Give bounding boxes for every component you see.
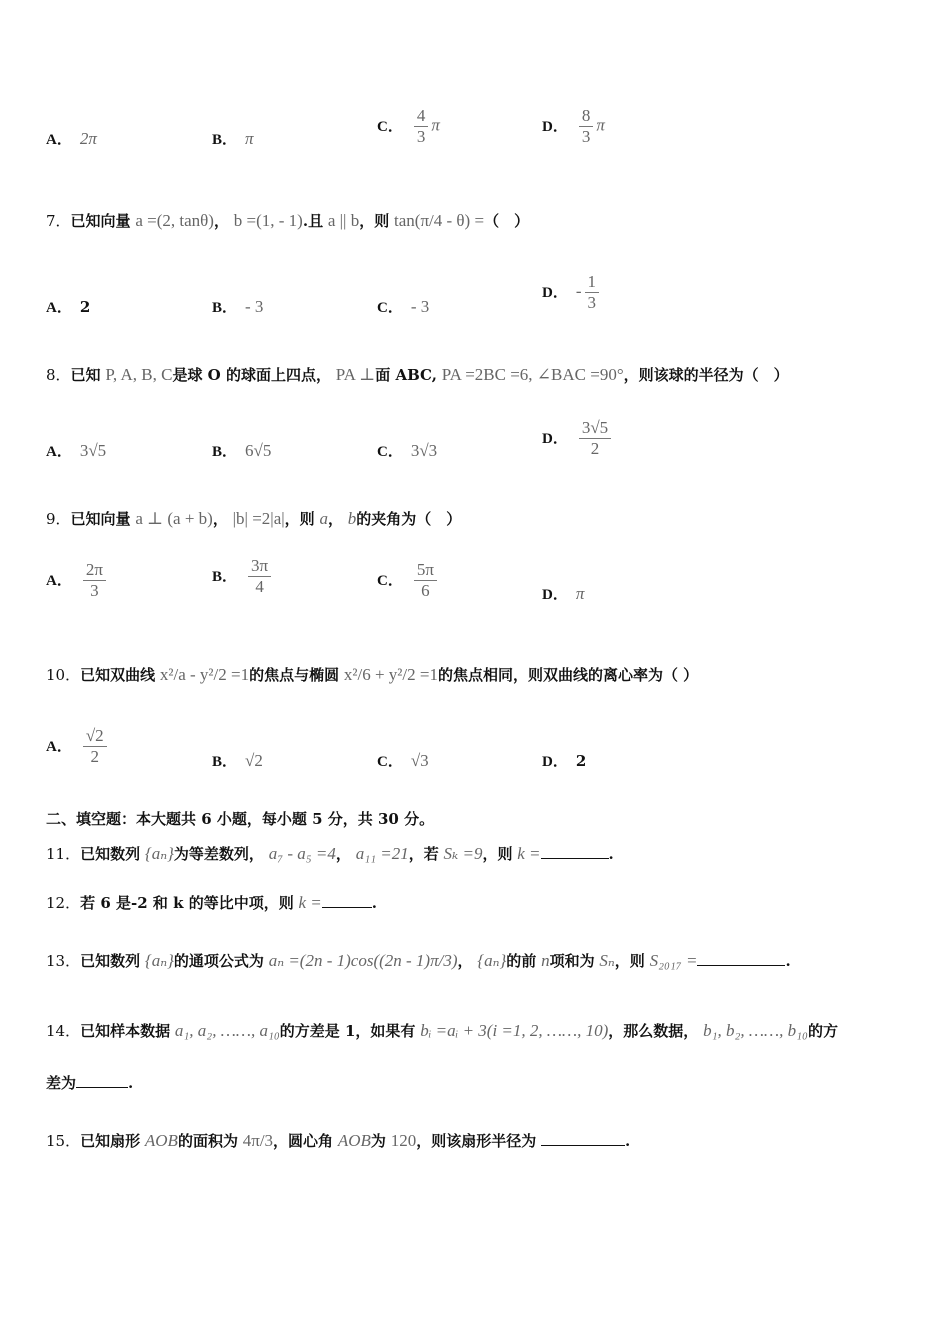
q6-option-c: C． $\frac{4}{3}$ π bbox=[377, 106, 440, 146]
question-13: 13．已知数列 {aₙ}的通项公式为 aₙ =(2n - 1)cos((2n - 1)π/3)， {aₙ}的前 n项和为 Sₙ，则 S₂₀₁₇ = . bbox=[46, 951, 791, 970]
q8-option-c: C． 3√3 bbox=[377, 441, 438, 460]
q6-option-b: B． π bbox=[212, 129, 254, 148]
question-11: 11．已知数列 {aₙ}为等差数列， a₇ - a₅ =4， a₁₁ =21，若 Sₖ =9，则 k = . bbox=[46, 844, 614, 863]
answer-blank[interactable] bbox=[322, 907, 372, 908]
q7-option-a: A． 2 bbox=[46, 298, 91, 316]
question-9: 9．已知向量 a ⊥ (a + b)， |b| =2|a|，则 a， b的夹角为（ ） bbox=[46, 509, 462, 528]
answer-blank[interactable] bbox=[697, 965, 785, 966]
q10-option-d: D． 2 bbox=[542, 752, 587, 770]
q9-option-b: B． $\frac{3\pi}{4}$ bbox=[212, 556, 274, 597]
q8-option-a: A． 3√5 bbox=[46, 441, 107, 460]
q6-option-a: A． 2π bbox=[46, 129, 97, 148]
q6-option-d: D． $\frac{8}{3}$ π bbox=[542, 106, 605, 146]
question-14: 14．已知样本数据 a₁, a₂, ……, a₁₀的方差是 1，如果有 bᵢ =aᵢ + 3(i =1, 2, ……, 10)，那么数据， b₁, b₂, ……, b₁₀的方 bbox=[46, 1021, 838, 1040]
q8-option-b: B． 6√5 bbox=[212, 441, 272, 460]
answer-blank[interactable] bbox=[541, 858, 609, 859]
question-12: 12．若 6 是-2 和 k 的等比中项，则 k = . bbox=[46, 893, 377, 912]
q7-option-b: B． - 3 bbox=[212, 297, 264, 316]
question-14-cont: 差为 . bbox=[46, 1074, 134, 1092]
q9-option-a: A． $\frac{2\pi}{3}$ bbox=[46, 560, 109, 601]
q8-option-d: D． $\frac{3√5}{2}$ bbox=[542, 418, 614, 459]
q9-option-d: D． π bbox=[542, 584, 585, 603]
section-heading: 二、填空题：本大题共 6 小题，每小题 5 分，共 30 分。 bbox=[46, 810, 435, 828]
q7-option-c: C． - 3 bbox=[377, 297, 430, 316]
question-10: 10．已知双曲线 x²/a - y²/2 =1的焦点与椭圆 x²/6 + y²/2 =1的焦点相同，则双曲线的离心率为（ ） bbox=[46, 665, 699, 684]
q10-option-b: B． √2 bbox=[212, 751, 263, 770]
question-7: 7．已知向量 a =(2, tanθ)， b =(1, - 1).且 a || b，则 tan(π/4 - θ) =（ ） bbox=[46, 211, 530, 230]
answer-blank[interactable] bbox=[541, 1145, 625, 1146]
q9-option-c: C． $\frac{5\pi}{6}$ bbox=[377, 560, 440, 601]
q10-option-a: A． $\frac{√2}{2}$ bbox=[46, 726, 110, 767]
question-15: 15．已知扇形 AOB的面积为 4π/3，圆心角 AOB为 120，则该扇形半径为 . bbox=[46, 1131, 631, 1150]
q7-option-d: D． - $\frac{1}{3}$ bbox=[542, 272, 602, 313]
question-8: 8．已知 P, A, B, C是球 O 的球面上四点， PA ⊥面 ABC, PA =2BC =6, ∠BAC =90°，则该球的半径为（ ） bbox=[46, 365, 789, 384]
answer-blank[interactable] bbox=[76, 1087, 128, 1088]
q10-option-c: C． √3 bbox=[377, 751, 429, 770]
